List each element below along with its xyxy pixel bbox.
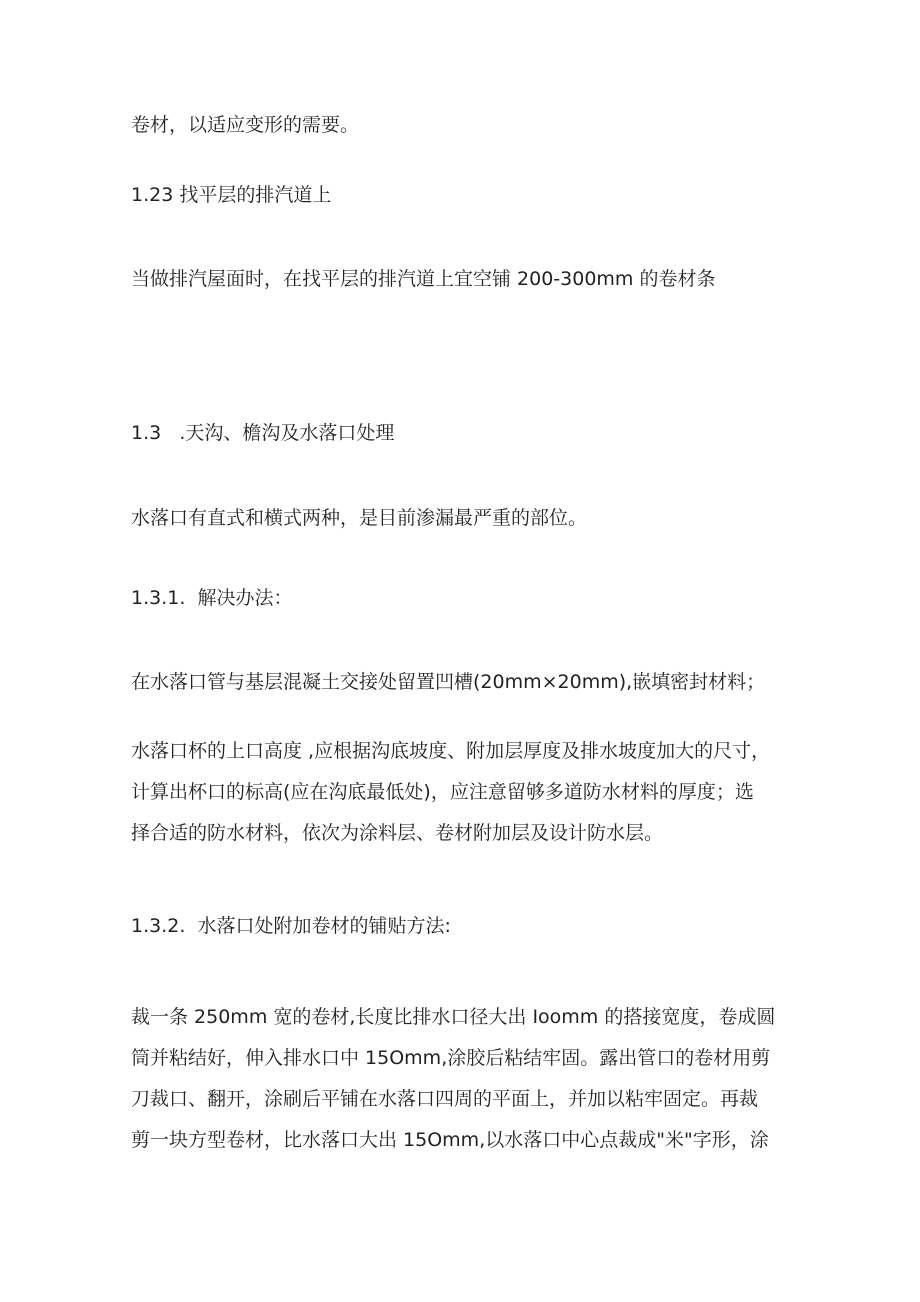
paragraph-line: 裁一条 250mm 宽的卷材,长度比排水口径大出 Ioomm 的搭接宽度，卷成圆 <box>131 1006 776 1028</box>
paragraph-drain-types: 水落口有直式和横式两种，是目前渗漏最严重的部位。 <box>131 507 588 529</box>
section-heading-1-3-1: 1.3.1. 解决办法： <box>131 587 293 609</box>
paragraph-groove: 在水落口管与基层混凝土交接处留置凹槽(20mm×20mm),嵌填密封材料； <box>131 671 766 693</box>
paragraph-drain-cup <box>131 731 811 854</box>
section-heading-1-3-2: 1.3.2. 水落口处附加卷材的铺贴方法: <box>131 915 451 937</box>
section-heading-1-23: 1.23 找平层的排汽道上 <box>131 184 332 206</box>
section-heading-1-3: 1.3 .天沟、檐沟及水落口处理 <box>131 422 395 444</box>
paragraph-exhaust-roof: 当做排汽屋面时，在找平层的排汽道上宜空铺 200-300mm 的卷材条 <box>131 268 716 290</box>
paragraph-line: 择合适的防水材料，依次为涂料层、卷材附加层及设计防水层。 <box>131 822 664 844</box>
paragraph-line: 水落口杯的上口高度 ,应根据沟底坡度、附加层厚度及排水坡度加大的尺寸， <box>131 740 771 762</box>
paragraph-line: 计算出杯口的标高(应在沟底最低处)，应注意留够多道防水材料的厚度；选 <box>131 781 754 803</box>
paragraph-line: 筒并粘结好，伸入排水口中 15Omm,涂胶后粘结牢固。露出管口的卷材用剪 <box>131 1047 771 1069</box>
paragraph-membrane-method <box>131 997 811 1161</box>
paragraph-continuation: 卷材，以适应变形的需要。 <box>131 114 360 136</box>
paragraph-line: 刀裁口、翻开，涂刷后平铺在水落口四周的平面上，并加以粘牢固定。再裁 <box>131 1088 759 1110</box>
paragraph-line: 剪一块方型卷材，比水落口大出 15Omm,以水落口中心点裁成"米"字形，涂 <box>131 1129 769 1151</box>
